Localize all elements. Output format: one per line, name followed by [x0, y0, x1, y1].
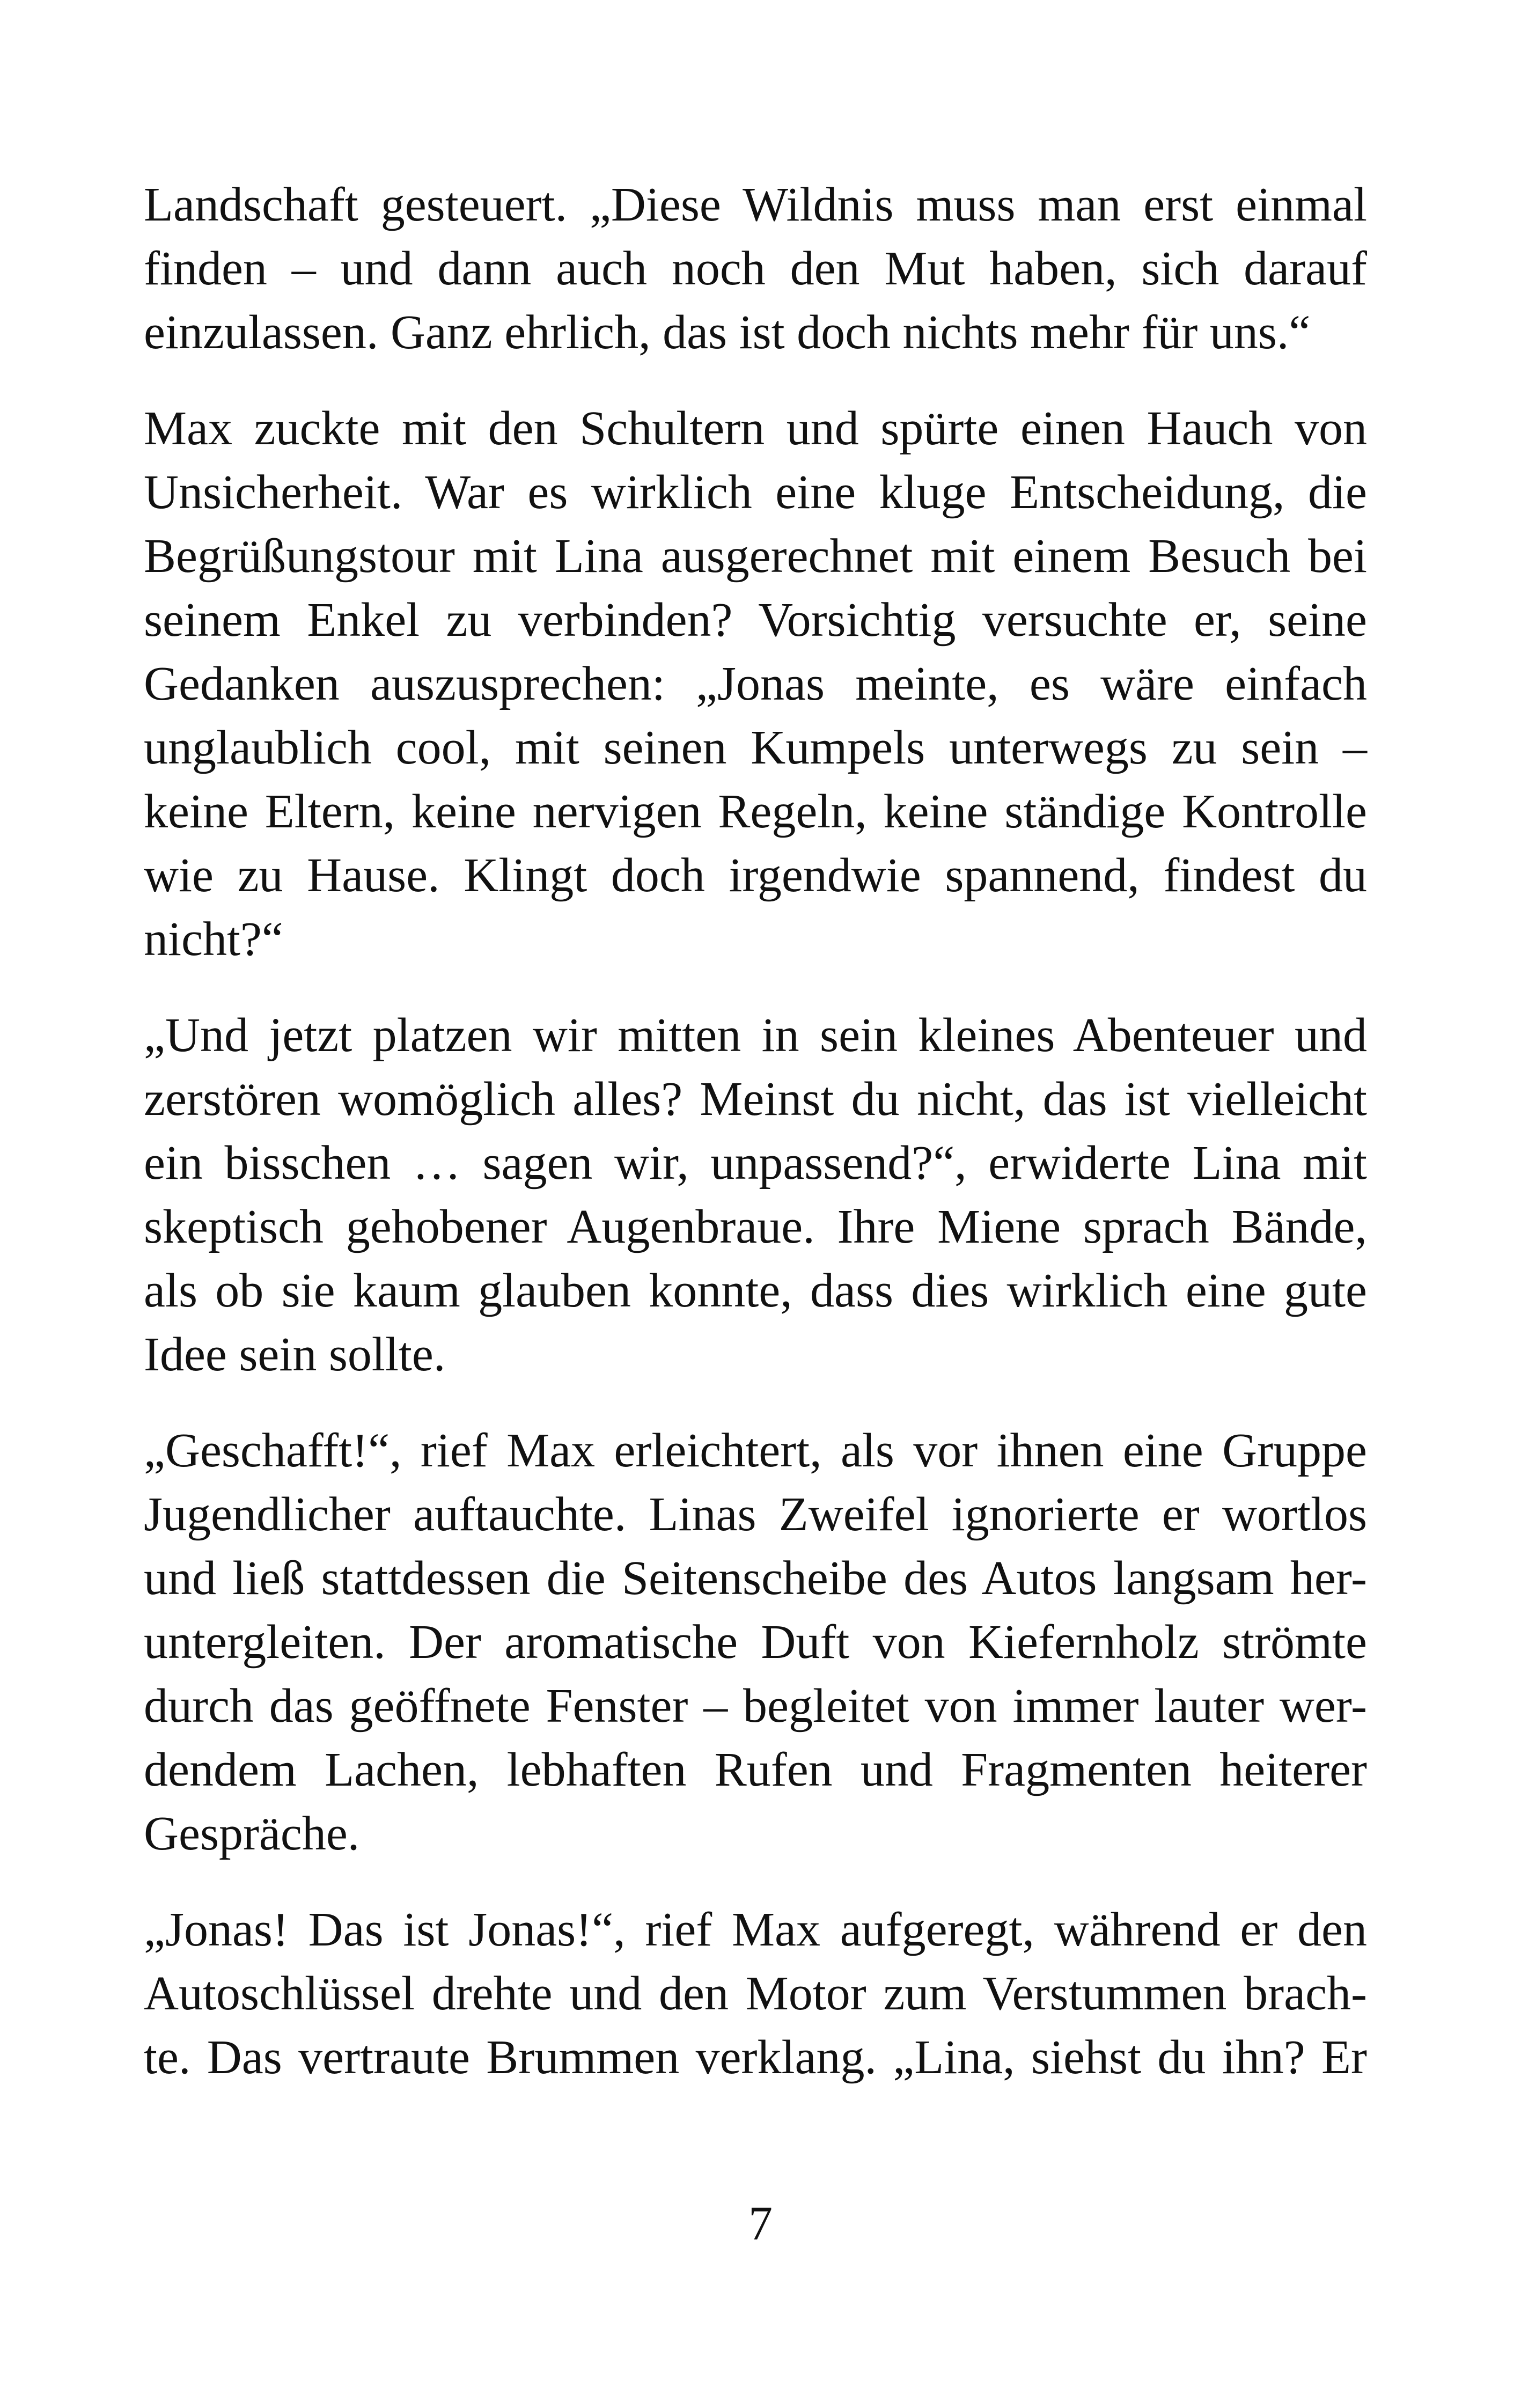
text-line: seinem Enkel zu verbinden? Vorsichtig versuchte er, seine: [144, 593, 1367, 647]
text-line: skeptisch gehobener Augenbraue. Ihre Miene sprach Bände,: [144, 1200, 1367, 1253]
text-line: wie zu Hause. Klingt doch irgendwie spannend, findest du: [144, 849, 1367, 902]
text-line: Gespräche.: [144, 1807, 360, 1860]
text-line: als ob sie kaum glauben konnte, dass dies wirklich eine gute: [144, 1264, 1367, 1317]
text-line: Gedanken auszusprechen: „Jonas meinte, es wäre einfach: [144, 657, 1367, 710]
text-line: ein bisschen … sagen wir, unpassend?“, erwiderte Lina mit: [144, 1136, 1367, 1190]
paragraph: [144, 1003, 1367, 1386]
text-line: einzulassen. Ganz ehrlich, das ist doch nichts mehr für uns.“: [144, 306, 1311, 359]
text-line: zerstören womöglich alles? Meinst du nicht, das ist vielleicht: [144, 1073, 1367, 1126]
text-line: te. Das vertraute Brummen verklang. „Lina, siehst du ihn? Er: [144, 2031, 1367, 2084]
text-line: „Jonas! Das ist Jonas!“, rief Max aufgeregt, während er den: [144, 1903, 1367, 1956]
page-number: 7: [748, 2197, 773, 2250]
text-line: und ließ stattdessen die Seitenscheibe des Autos langsam her-: [144, 1552, 1367, 1605]
text-line: unglaublich cool, mit seinen Kumpels unterwegs zu sein –: [144, 721, 1367, 774]
paragraph: [144, 1419, 1367, 1866]
text-line: „Und jetzt platzen wir mitten in sein kleines Abenteuer und: [144, 1009, 1367, 1062]
text-line: Jugendlicher auftauchte. Linas Zweifel ignorierte er wortlos: [144, 1488, 1367, 1541]
text-line: Idee sein sollte.: [144, 1328, 446, 1381]
text-line: nicht?“: [144, 913, 283, 966]
text-line: keine Eltern, keine nervigen Regeln, keine ständige Kontrolle: [144, 785, 1367, 838]
body-text: [144, 173, 1367, 2121]
text-line: Landschaft gesteuert. „Diese Wildnis muss man erst einmal: [144, 178, 1367, 231]
text-line: Max zuckte mit den Schultern und spürte einen Hauch von: [144, 402, 1367, 455]
text-line: Autoschlüssel drehte und den Motor zum Verstummen brach-: [144, 1967, 1367, 2020]
paragraph: [144, 397, 1367, 971]
paragraph: [144, 173, 1367, 364]
text-line: Unsicherheit. War es wirklich eine kluge Entscheidung, die: [144, 466, 1367, 519]
text-line: „Geschafft!“, rief Max erleichtert, als vor ihnen eine Gruppe: [144, 1424, 1367, 1477]
paragraph: [144, 1898, 1367, 2089]
text-line: durch das geöffnete Fenster – begleitet von immer lauter wer-: [144, 1679, 1367, 1732]
text-line: Begrüßungstour mit Lina ausgerechnet mit einem Besuch bei: [144, 530, 1367, 583]
text-line: dendem Lachen, lebhaften Rufen und Fragmenten heiterer: [144, 1743, 1367, 1796]
text-line: untergleiten. Der aromatische Duft von Kiefernholz strömte: [144, 1616, 1367, 1669]
text-line: finden – und dann auch noch den Mut haben, sich darauf: [144, 242, 1367, 295]
